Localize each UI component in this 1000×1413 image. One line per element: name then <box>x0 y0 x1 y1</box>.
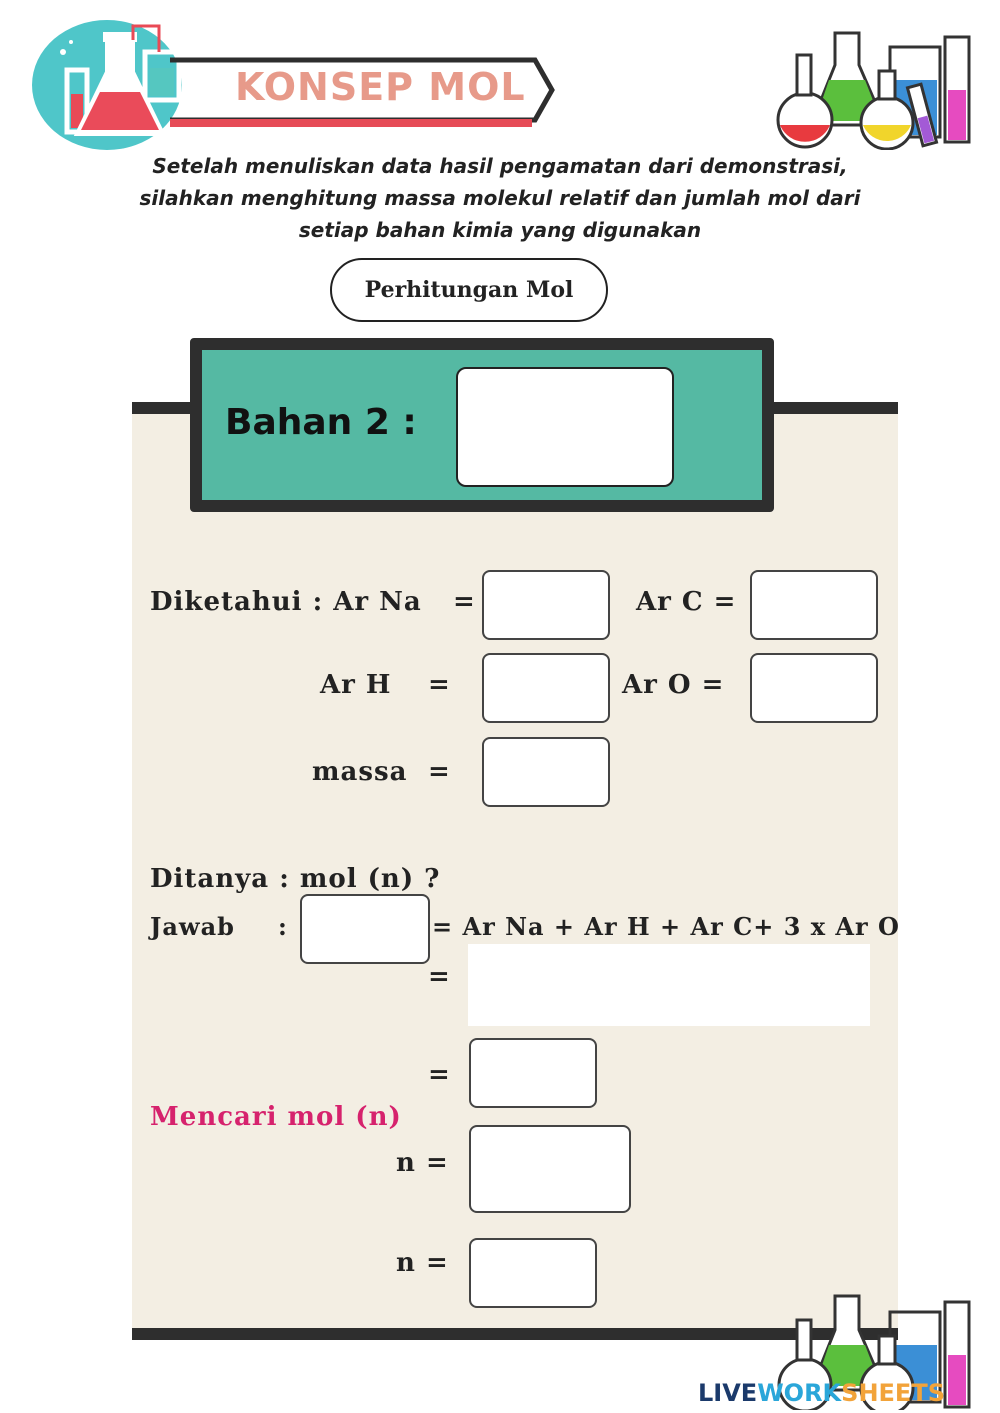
liveworksheets-watermark <box>698 1376 998 1410</box>
massa-label: massa <box>312 757 408 787</box>
ar-h-input[interactable] <box>482 653 610 723</box>
watermark-part-live: LIVE <box>698 1379 758 1407</box>
mr-formula: = Ar Na + Ar H + Ar C+ 3 x Ar O <box>432 912 900 941</box>
ar-o-label: Ar O = <box>622 670 725 700</box>
ar-h-label: Ar H <box>320 670 392 700</box>
ar-na-equals: = <box>453 587 476 617</box>
massa-input[interactable] <box>482 737 610 807</box>
section-title-pill: Perhitungan Mol <box>330 258 608 322</box>
instruction-line-2: silahkan menghitung massa molekul relatif dan jumlah mol dari <box>139 186 861 210</box>
ar-o-input[interactable] <box>750 653 878 723</box>
result-equals: = <box>428 1060 451 1090</box>
known-heading: Diketahui : Ar Na <box>150 587 422 617</box>
n-formula-input[interactable] <box>469 1125 631 1213</box>
ar-h-equals: = <box>428 670 451 700</box>
n-result-input[interactable] <box>469 1238 597 1308</box>
n-formula-label: n = <box>396 1148 449 1178</box>
answer-colon: : <box>278 912 288 941</box>
material-label: Bahan 2 : <box>225 402 417 443</box>
mr-input[interactable] <box>300 894 430 964</box>
ar-c-label: Ar C = <box>636 587 737 617</box>
mol-heading: Mencari mol (n) <box>150 1102 402 1132</box>
watermark-part-sheets: SHEETS <box>841 1379 945 1407</box>
ar-c-input[interactable] <box>750 570 878 640</box>
ar-na-input[interactable] <box>482 570 610 640</box>
instruction-line-3: setiap bahan kimia yang digunakan <box>298 218 702 242</box>
watermark-part-work: WORK <box>757 1379 842 1407</box>
n-result-label: n = <box>396 1248 449 1278</box>
substitution-input[interactable] <box>468 944 870 1026</box>
substitution-equals: = <box>428 962 451 992</box>
instruction-line-1: Setelah menuliskan data hasil pengamatan dari demonstrasi, <box>152 154 848 178</box>
mr-result-input[interactable] <box>469 1038 597 1108</box>
instruction-text <box>130 150 870 246</box>
asked-heading: Ditanya : mol (n) ? <box>150 864 441 894</box>
massa-equals: = <box>428 757 451 787</box>
answer-label: Jawab <box>150 912 235 941</box>
chemistry-glassware-icon <box>775 25 980 150</box>
material-name-input[interactable] <box>456 367 674 487</box>
page-title: KONSEP MOL <box>235 65 526 109</box>
